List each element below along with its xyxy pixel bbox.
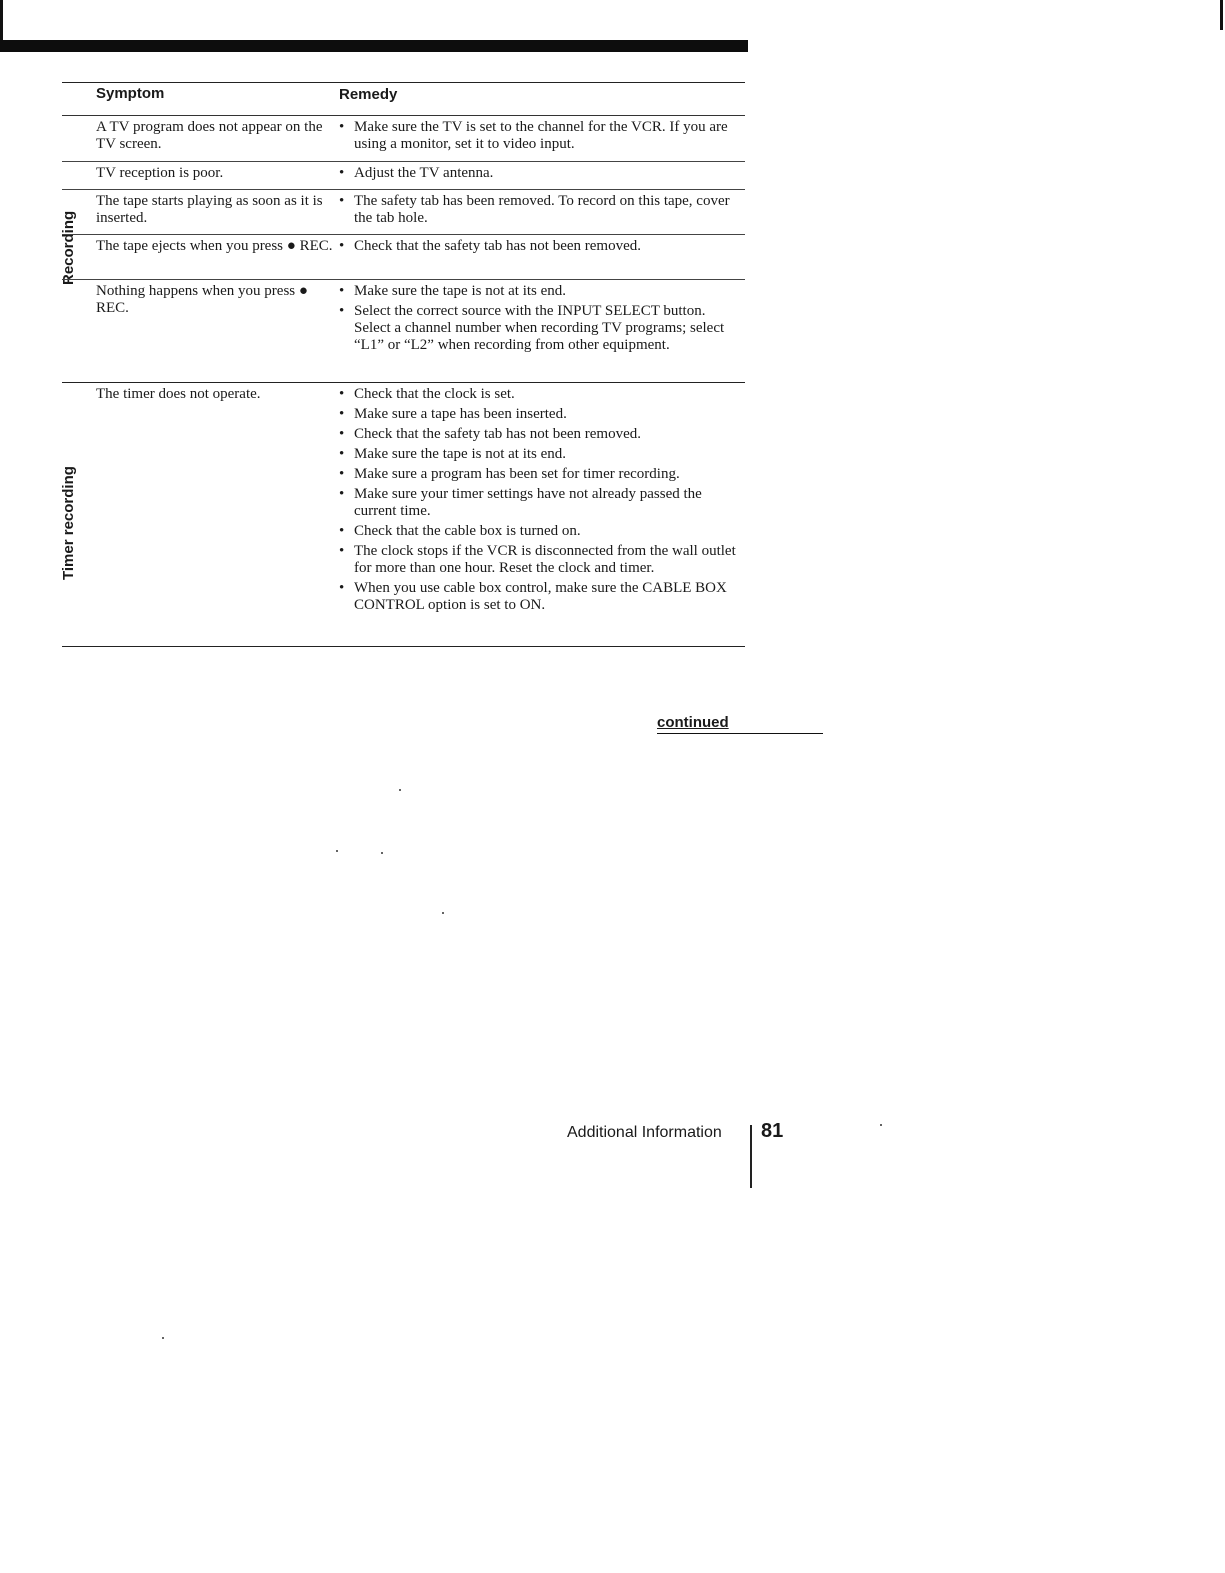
remedy-item: • Check that the safety tab has not been removed. xyxy=(339,426,745,443)
remedy-item: • When you use cable box control, make sure the CABLE BOX CONTROL option is set to ON. xyxy=(339,580,745,614)
symptom-cell: Nothing happens when you press ● REC. xyxy=(96,283,308,316)
remedy-list xyxy=(339,119,745,153)
page-number: 81 xyxy=(761,1120,784,1142)
table-row xyxy=(62,383,745,647)
remedy-item: • The clock stops if the VCR is disconnected from the wall outlet for more than one hour. Reset the clock and timer. xyxy=(339,543,745,577)
remedy-cell xyxy=(339,190,745,234)
remedy-list xyxy=(339,386,745,614)
table-header xyxy=(62,82,745,116)
scan-speck xyxy=(442,912,444,914)
remedy-item: • Make sure a tape has been inserted. xyxy=(339,406,745,423)
remedy-item: • Select the correct source with the INPUT SELECT button. Select a channel number when recording TV programs; select “L1” or “L2” when recording from other equipment. xyxy=(339,303,745,354)
remedy-item: • Make sure your timer settings have not already passed the current time. xyxy=(339,486,745,520)
symptom-cell: The tape ejects when you press ● REC. xyxy=(96,238,333,254)
header-remedy: Remedy xyxy=(339,86,398,103)
symptom-cell: A TV program does not appear on the TV screen. xyxy=(96,119,323,152)
remedy-item: • Adjust the TV antenna. xyxy=(339,165,745,182)
continued-label: continued xyxy=(657,714,823,734)
remedy-list xyxy=(339,238,745,255)
remedy-item: • The safety tab has been removed. To record on this tape, cover the tab hole. xyxy=(339,193,745,227)
scan-speck xyxy=(162,1337,164,1339)
remedy-cell xyxy=(339,162,745,189)
remedy-item: • Make sure the tape is not at its end. xyxy=(339,446,745,463)
footer-section-title: Additional Information xyxy=(567,1124,722,1141)
remedy-item: • Make sure a program has been set for timer recording. xyxy=(339,466,745,483)
symptom-cell: The timer does not operate. xyxy=(96,386,261,402)
header-symptom: Symptom xyxy=(96,85,165,102)
scan-speck xyxy=(336,850,338,852)
remedy-item: • Check that the safety tab has not been removed. xyxy=(339,238,745,255)
side-label-timer-recording: Timer recording xyxy=(60,466,77,580)
remedy-list xyxy=(339,193,745,227)
symptom-cell: TV reception is poor. xyxy=(96,165,224,181)
table-row xyxy=(62,162,745,190)
scan-speck xyxy=(880,1124,882,1126)
remedy-cell xyxy=(339,235,745,279)
remedy-item: • Check that the cable box is turned on. xyxy=(339,523,745,540)
remedy-list xyxy=(339,283,745,354)
table-row xyxy=(62,116,745,162)
table-row xyxy=(62,190,745,235)
table-row xyxy=(62,235,745,280)
footer-divider xyxy=(750,1125,752,1188)
timer-recording-section xyxy=(62,383,745,647)
top-rule xyxy=(0,40,748,52)
scan-edge-right xyxy=(1220,0,1223,30)
table-row xyxy=(62,280,745,383)
remedy-cell xyxy=(339,280,745,382)
remedy-item: • Make sure the tape is not at its end. xyxy=(339,283,745,300)
recording-section xyxy=(62,116,745,383)
remedy-list xyxy=(339,165,745,182)
remedy-item: • Make sure the TV is set to the channel for the VCR. If you are using a monitor, set it to video input. xyxy=(339,119,745,153)
troubleshooting-table xyxy=(62,82,745,647)
scan-speck xyxy=(381,852,383,854)
symptom-cell: The tape starts playing as soon as it is inserted. xyxy=(96,193,323,226)
remedy-cell xyxy=(339,383,745,646)
remedy-cell xyxy=(339,116,745,161)
scan-speck xyxy=(399,789,401,791)
remedy-item: • Check that the clock is set. xyxy=(339,386,745,403)
side-label-recording: Recording xyxy=(60,210,77,285)
